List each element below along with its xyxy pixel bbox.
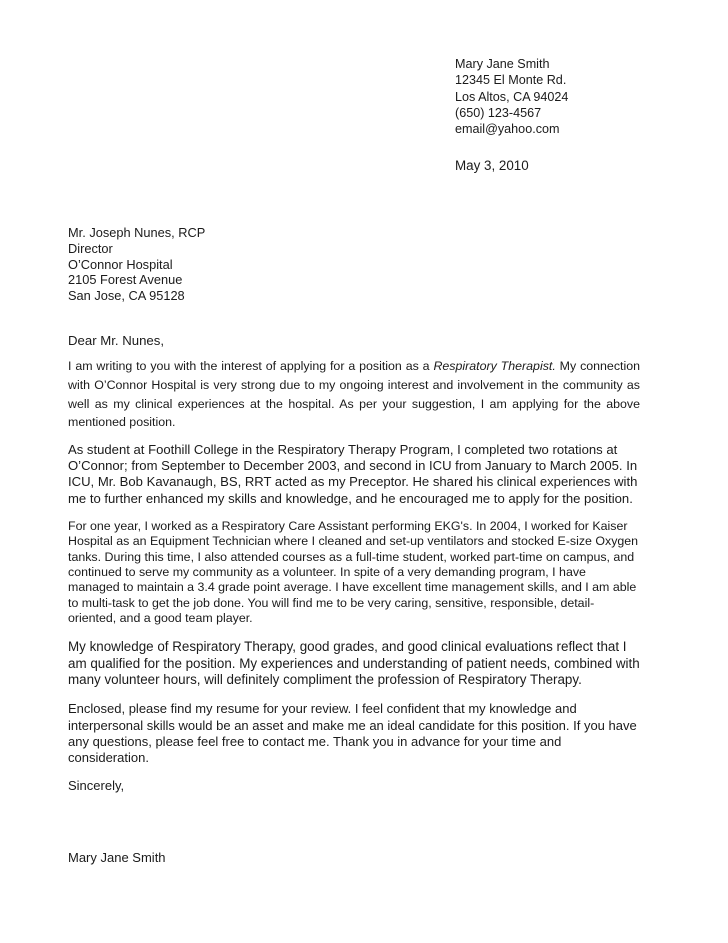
- body-paragraph-1: [68, 357, 640, 431]
- sender-name: Mary Jane Smith: [455, 57, 550, 71]
- sender-email: email@yahoo.com: [455, 122, 560, 137]
- body-paragraph-2: As student at Foothill College in the Respiratory Therapy Program, I completed two rotations at O’Connor; from September to December 2003, and second in ICU from January to March 2005. In ICU, Mr. Bob Kavanaugh, BS, RRT acted as my Preceptor. He shared his clinical experiences with me to further enhanced my skills and knowledge, and he encouraged me to apply for the position.: [68, 441, 638, 506]
- sender-city-state-zip: Los Altos, CA 94024: [455, 89, 569, 104]
- paragraph-1-text-pre: I am writing to you with the interest of applying for a position as a: [68, 359, 434, 374]
- sender-address-block: [455, 56, 640, 137]
- paragraph-1-text-post: My connection with O’Connor Hospital is very strong due to my ongoing interest and involvement in the community as well as my clinical experiences at the hospital. As per your suggestion, I am applying for the above mentioned position.: [68, 359, 640, 430]
- recipient-name: Mr. Joseph Nunes, RCP: [68, 225, 206, 241]
- body-paragraph-3: For one year, I worked as a Respiratory Care Assistant performing EKG's. In 2004, I worked for Kaiser Hospital as an Equipment Technician where I cleaned and set-up ventilators and stocked E-size Oxygen tanks. During this time, I also attended courses as a full-time student, worked part-time on campus, and continued to serve my community as a volunteer. In spite of a very demanding program, I have managed to maintain a 3.4 grade point average. I have excellent time management skills, and I am able to multi-task to get the job done. You will find me to be very caring, sensitive, responsible, detail-oriented, and a good team player.: [68, 519, 639, 625]
- recipient-title: Director: [68, 241, 113, 257]
- letter-date: May 3, 2010: [455, 158, 529, 174]
- signature-name: Mary Jane Smith: [68, 850, 166, 866]
- recipient-address-block: [68, 225, 640, 303]
- recipient-city-state-zip: San Jose, CA 95128: [68, 287, 185, 303]
- paragraph-1-italic-position-title: Respiratory Therapist.: [433, 359, 556, 374]
- sender-street: 12345 El Monte Rd.: [455, 73, 567, 88]
- recipient-street: 2105 Forest Avenue: [68, 272, 183, 288]
- valediction: Sincerely,: [68, 778, 125, 794]
- body-paragraph-4: My knowledge of Respiratory Therapy, good grades, and good clinical evaluations reflect that I am qualified for the position. My experiences and understanding of patient needs, combined with many volunteer hours, will definitely compliment the profession of Respiratory Therapy.: [68, 639, 640, 687]
- body-paragraph-5: Enclosed, please find my resume for your review. I feel confident that my knowledge and interpersonal skills would be an asset and make me an ideal candidate for this position. If you have any questions, please feel free to contact me. Thank you in advance for your time and consideration.: [68, 701, 637, 765]
- sender-phone: (650) 123-4567: [455, 105, 542, 120]
- salutation: Dear Mr. Nunes,: [68, 333, 165, 349]
- recipient-organization: O’Connor Hospital: [68, 256, 173, 272]
